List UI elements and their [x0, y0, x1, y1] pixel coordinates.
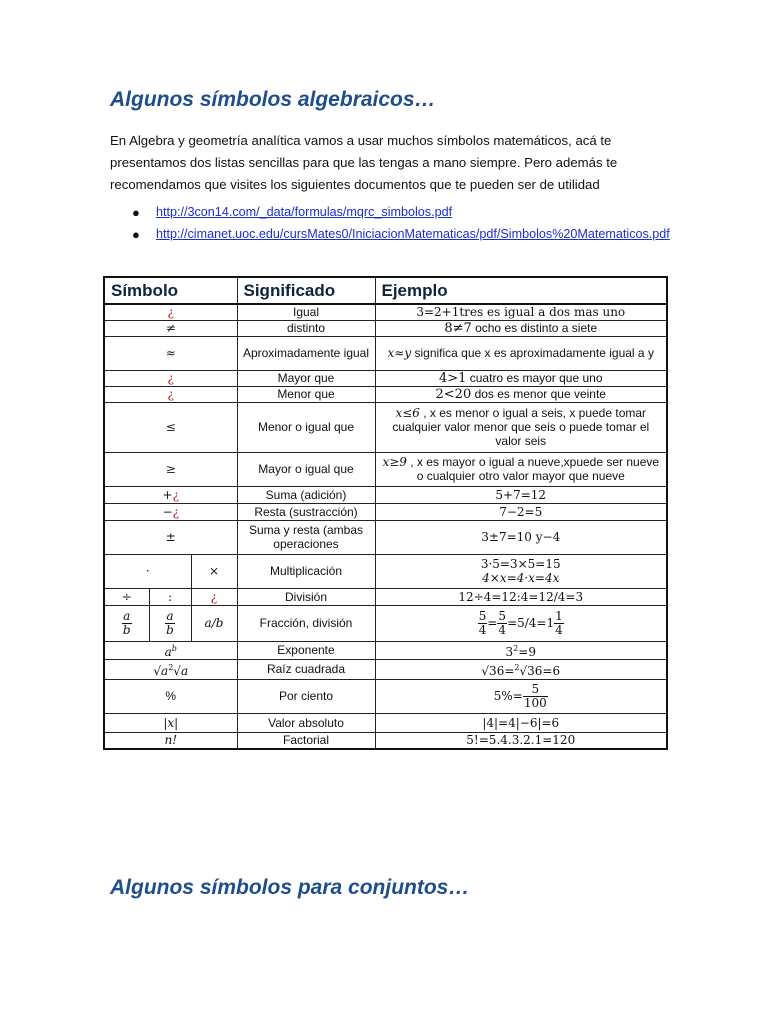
meaning-cell: Raíz cuadrada: [237, 659, 375, 679]
symbol-cell: ≠: [104, 320, 237, 336]
example-cell: [375, 605, 667, 641]
example-math: 2<20: [435, 386, 472, 402]
header-significado: Significado: [237, 277, 375, 304]
example-power: 2: [513, 643, 519, 653]
symbol-cell: ÷: [104, 588, 149, 605]
meaning-cell: distinto: [237, 320, 375, 336]
symbol-cell: ·: [104, 554, 191, 588]
minus-symbol: −: [162, 504, 173, 519]
table-row: [104, 402, 667, 452]
meaning-cell: Suma y resta (ambas operaciones: [237, 520, 375, 554]
example-line: 3·5=3×5=15: [480, 557, 561, 571]
denominator: 4: [498, 622, 507, 637]
numerator: 5: [498, 608, 507, 623]
meaning-cell: Exponente: [237, 641, 375, 659]
symbols-table: [103, 276, 668, 750]
symbol-cell: ¿: [191, 588, 237, 605]
example-cell: [375, 336, 667, 370]
section-title-conjuntos: Algunos símbolos para conjuntos…: [110, 876, 470, 899]
exponent-base: a: [164, 644, 172, 659]
table-row: [104, 320, 667, 336]
placeholder-glyph: ¿: [172, 487, 179, 502]
table-header-row: [104, 277, 667, 304]
meaning-cell: Menor que: [237, 386, 375, 402]
table-row: [104, 386, 667, 402]
radical-symbol: √: [153, 663, 162, 678]
table-row: [104, 452, 667, 486]
header-ejemplo: Ejemplo: [375, 277, 667, 304]
example-middle: =5/4=1: [507, 615, 555, 630]
meaning-cell: Mayor o igual que: [237, 452, 375, 486]
page-title: Algunos símbolos algebraicos…: [110, 88, 436, 111]
intro-paragraph: En Algebra y geometría analítica vamos a usar muchos símbolos matemáticos, acá te presentamos dos listas sencillas para que las tengas a mano siempre. Pero además te recomendamos que visites los siguientes documentos que te pueden ser de utilidad: [110, 133, 618, 192]
table-row: [104, 554, 667, 588]
symbol-cell: n!: [104, 732, 237, 749]
example-part: √36=: [481, 663, 515, 678]
example-cell: [375, 641, 667, 659]
example-cell: |4|=4|−6|=6: [375, 713, 667, 732]
table-row: [104, 659, 667, 679]
symbol-cell: ≤: [104, 402, 237, 452]
fraction: [523, 683, 548, 710]
table-row: [104, 605, 667, 641]
example-cell: [375, 386, 667, 402]
meaning-cell: Valor absoluto: [237, 713, 375, 732]
plus-symbol: +: [162, 487, 173, 502]
table-row: [104, 336, 667, 370]
meaning-cell: Resta (sustracción): [237, 503, 375, 520]
meaning-cell: División: [237, 588, 375, 605]
symbol-cell: [104, 486, 237, 503]
numerator: 5: [478, 608, 487, 623]
fraction: [554, 610, 564, 637]
numerator: 5: [523, 683, 548, 697]
meaning-cell: Fracción, división: [237, 605, 375, 641]
table-row: [104, 486, 667, 503]
radicand: a: [161, 663, 169, 678]
example-cell: [375, 679, 667, 713]
denominator: b: [166, 622, 174, 637]
link-simbolos-matematicos-pdf[interactable]: http://cimanet.uoc.edu/cursMates0/IniciacionMatematicas/pdf/Simbolos%20Matematicos.pdf: [156, 227, 670, 241]
table-row: [104, 370, 667, 386]
symbol-cell: :: [149, 588, 191, 605]
symbol-cell: a/b: [191, 605, 237, 641]
symbol-cell: ±: [104, 520, 237, 554]
symbol-cell: ×: [191, 554, 237, 588]
example-cell: [375, 320, 667, 336]
example-text: significa que x es aproximadamente igual a y: [411, 346, 654, 360]
symbol-cell: ≥: [104, 452, 237, 486]
fraction: [497, 610, 507, 637]
example-cell: [375, 659, 667, 679]
denominator: 4: [478, 622, 487, 637]
example-math: x≈y: [387, 346, 412, 360]
example-cell: 12÷4=12:4=12/4=3: [375, 588, 667, 605]
symbol-cell: [104, 605, 149, 641]
root-index: 2: [514, 662, 520, 672]
example-cell: [375, 402, 667, 452]
fraction: [122, 610, 132, 637]
example-cell: [375, 370, 667, 386]
meaning-cell: Por ciento: [237, 679, 375, 713]
numerator: 1: [555, 608, 563, 623]
table-row: [104, 641, 667, 659]
symbol-cell: |x|: [104, 713, 237, 732]
meaning-cell: Mayor que: [237, 370, 375, 386]
link-simbolos-pdf[interactable]: http://3con14.com/_data/formulas/mqrc_simbolos.pdf: [156, 205, 453, 219]
meaning-cell: Aproximadamente igual: [237, 336, 375, 370]
symbol-cell: [104, 641, 237, 659]
list-item: [110, 203, 670, 222]
table-row: [104, 732, 667, 749]
equals: =: [487, 615, 498, 630]
example-math: 8≠7: [444, 320, 472, 336]
example-text: , x es mayor o igual a nueve,xpuede ser nueve o cualquier otro valor mayor que nueve: [406, 455, 660, 483]
example-line: 4×x=4·x=4x: [482, 571, 560, 585]
numerator: a: [166, 608, 174, 623]
fraction: [478, 610, 488, 637]
symbol-cell: [104, 503, 237, 520]
example-cell: 3=2+1tres es igual a dos mas uno: [375, 304, 667, 320]
example-cell: 3±7=10 y−4: [375, 520, 667, 554]
symbol-cell: ¿: [104, 304, 237, 320]
table-row: [104, 520, 667, 554]
table-row: [104, 503, 667, 520]
example-math: 4>1: [438, 370, 467, 386]
list-item: [110, 225, 670, 244]
meaning-cell: Igual: [237, 304, 375, 320]
symbol-cell: [149, 605, 191, 641]
symbol-cell: ¿: [104, 370, 237, 386]
symbol-cell: ¿: [104, 386, 237, 402]
example-text: ocho es distinto a siete: [471, 320, 598, 335]
header-simbolo: Símbolo: [104, 277, 237, 304]
exponent-power: b: [171, 643, 177, 653]
placeholder-glyph: ¿: [172, 504, 179, 519]
example-math: x≤6: [395, 406, 420, 420]
meaning-cell: Suma (adición): [237, 486, 375, 503]
symbol-cell: %: [104, 679, 237, 713]
example-cell: [375, 452, 667, 486]
meaning-cell: Factorial: [237, 732, 375, 749]
example-math: x≥9: [382, 455, 407, 469]
denominator: 100: [523, 695, 547, 710]
radicand: a: [180, 663, 189, 678]
example-text: , x es menor o igual a seis, x puede tomar cualquier valor menor que seis o puede tomar el valor seis: [392, 406, 650, 448]
example-part: 5%=: [493, 688, 523, 703]
denominator: b: [122, 622, 131, 637]
reference-links: [110, 203, 670, 247]
example-cell: 5!=5.4.3.2.1=120: [375, 732, 667, 749]
symbol-cell: ≈: [104, 336, 237, 370]
fraction: [165, 610, 175, 637]
symbol-cell: [104, 659, 237, 679]
denominator: 4: [555, 622, 563, 637]
table-row: [104, 304, 667, 320]
example-part: √36=6: [519, 663, 561, 678]
table-row: [104, 588, 667, 605]
example-cell: [375, 554, 667, 588]
example-rest: =9: [518, 644, 536, 659]
example-text: cuatro es mayor que uno: [466, 370, 603, 385]
bullet-icon: ●: [132, 227, 140, 242]
bullet-icon: ●: [132, 205, 140, 220]
radical-symbol: √: [173, 663, 181, 678]
numerator: a: [123, 608, 131, 623]
table-row: [104, 713, 667, 732]
example-base: 3: [505, 644, 514, 659]
root-index: 2: [168, 662, 174, 672]
example-cell: 7−2=5: [375, 503, 667, 520]
meaning-cell: Menor o igual que: [237, 402, 375, 452]
table-row: [104, 679, 667, 713]
example-cell: 5+7=12: [375, 486, 667, 503]
meaning-cell: Multiplicación: [237, 554, 375, 588]
example-text: dos es menor que veinte: [471, 386, 606, 401]
